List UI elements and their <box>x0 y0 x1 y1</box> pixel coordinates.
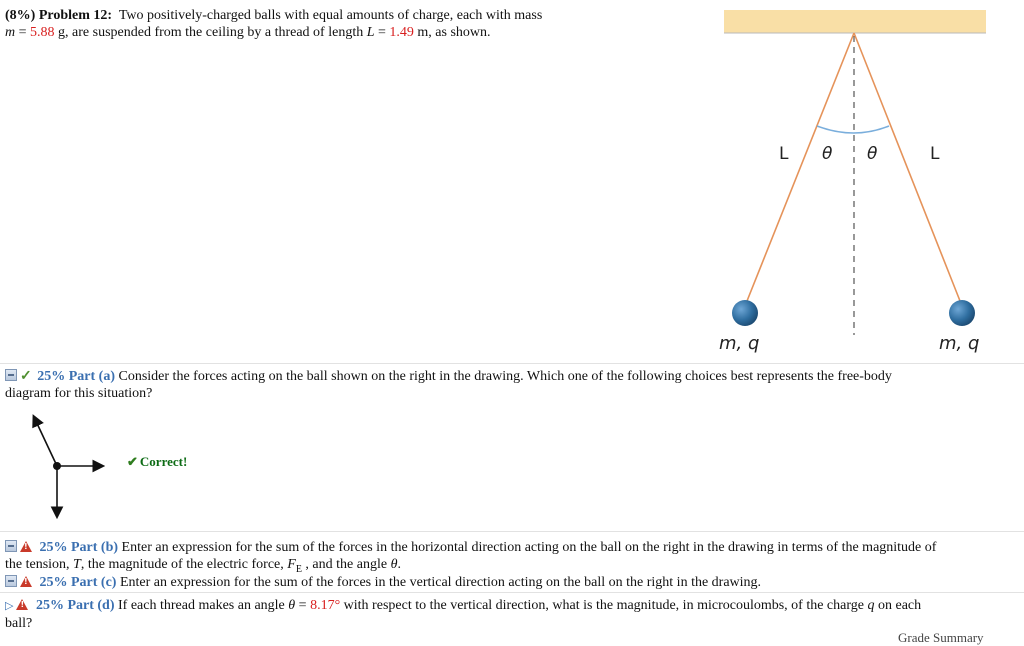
length-tail: m, as shown. <box>413 25 491 40</box>
length-value: 1.49 <box>389 25 414 40</box>
correct-text: Correct! <box>139 454 188 469</box>
part-d-equals: = <box>295 598 311 613</box>
problem-line-2 <box>5 24 705 41</box>
warning-icon <box>20 576 32 587</box>
part-b-label: Part (b) <box>71 540 119 555</box>
pendulum-figure <box>700 0 1020 362</box>
label-mq-right: m, q <box>939 333 980 354</box>
theta-symbol: θ <box>390 557 398 572</box>
part-b-text-a: the tension, <box>5 557 74 572</box>
correct-status <box>127 454 187 470</box>
part-d-text-c: on each <box>874 598 922 613</box>
warning-icon <box>20 541 32 552</box>
length-variable: L <box>366 25 375 40</box>
theta-symbol: θ <box>288 598 296 613</box>
mass-equals: = <box>15 25 31 40</box>
expand-arrow-icon[interactable]: ▷ <box>5 600 14 612</box>
part-d-text-line2: ball? <box>5 616 33 631</box>
check-icon: ✓ <box>20 369 32 384</box>
thread-left <box>745 33 854 306</box>
thread-right <box>854 33 962 306</box>
label-mq-left: m, q <box>719 333 760 354</box>
part-a[interactable] <box>5 368 1020 402</box>
part-d-label: Part (d) <box>67 598 115 613</box>
collapse-icon[interactable] <box>5 369 17 381</box>
label-theta-left: θ <box>822 144 833 164</box>
angle-value: 8.17° <box>310 598 341 613</box>
correct-check-icon: ✔ <box>127 454 138 469</box>
tension-arrow <box>34 417 57 466</box>
label-L-left: L <box>779 144 789 164</box>
part-b[interactable] <box>5 539 1024 578</box>
part-b-text-d: . <box>397 557 401 572</box>
part-d-percent: 25% <box>35 598 64 613</box>
warning-icon <box>16 599 28 610</box>
problem-weight: (8%) <box>5 8 36 23</box>
part-c-text: Enter an expression for the sum of the forces in the vertical direction acting on the ball on the right in the drawing. <box>119 575 762 590</box>
part-a-text-line1: Consider the forces acting on the ball shown on the right in the drawing. Which one of the following choices best represents the free-body <box>118 369 892 384</box>
free-body-diagram <box>20 408 120 528</box>
label-theta-right: θ <box>867 144 878 164</box>
grade-summary-link[interactable]: Grade Summary <box>898 630 984 645</box>
part-a-label: Part (a) <box>68 369 115 384</box>
part-d-text-a: If each thread makes an angle <box>118 598 289 613</box>
problem-label: Problem 12: <box>38 8 113 23</box>
part-c-label: Part (c) <box>71 575 117 590</box>
part-b-percent: 25% <box>39 540 68 555</box>
ceiling <box>724 10 986 33</box>
mass-tail: g, are suspended from the ceiling by a thread of length <box>54 25 367 40</box>
problem-statement <box>5 7 705 41</box>
force-symbol: F <box>287 557 296 572</box>
mass-value: 5.88 <box>30 25 55 40</box>
part-b-text-b: , the magnitude of the electric force, <box>80 557 288 572</box>
mass-variable: m <box>5 25 16 40</box>
collapse-icon[interactable] <box>5 575 17 587</box>
length-equals: = <box>374 25 390 40</box>
part-a-percent: 25% <box>37 369 66 384</box>
problem-intro: Two positively-charged balls with equal amounts of charge, each with mass <box>118 8 543 23</box>
part-d[interactable] <box>5 597 1024 632</box>
part-c[interactable] <box>5 574 1024 591</box>
part-d-text-b: with respect to the vertical direction, what is the magnitude, in microcoulombs, of the charge <box>340 598 868 613</box>
part-b-text-line1: Enter an expression for the sum of the forces in the horizontal direction acting on the ball on the right in the drawing in terms of the magnitude of <box>121 540 937 555</box>
part-b-text-c: , and the angle <box>301 557 391 572</box>
tension-symbol: T <box>73 557 81 572</box>
divider <box>0 531 1024 532</box>
label-L-right: L <box>930 144 940 164</box>
part-a-text-line2: diagram for this situation? <box>5 386 153 401</box>
part-c-percent: 25% <box>39 575 68 590</box>
divider <box>0 592 1024 593</box>
ball-right <box>949 300 975 326</box>
charge-symbol: q <box>867 598 875 613</box>
collapse-icon[interactable] <box>5 540 17 552</box>
force-subscript: E <box>295 563 302 575</box>
fbd-point <box>53 462 61 470</box>
divider <box>0 363 1024 364</box>
angle-arc <box>817 126 889 133</box>
ball-left <box>732 300 758 326</box>
problem-line-1 <box>5 7 705 24</box>
